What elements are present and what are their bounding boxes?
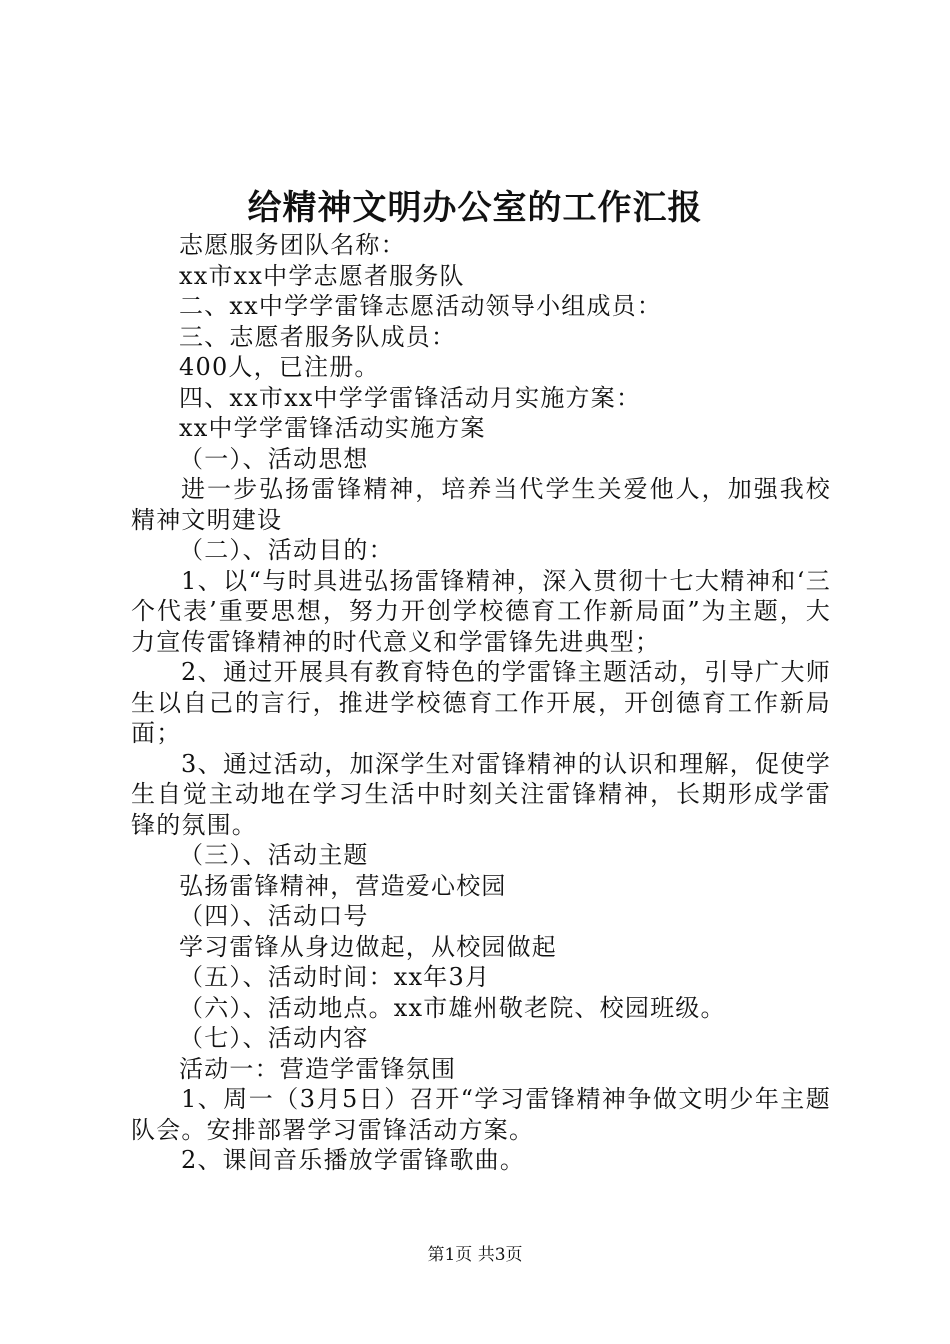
paragraph: xx中学学雷锋活动实施方案: [179, 414, 486, 442]
paragraph: 3、通过活动，加深学生对雷锋精神的认识和理解，促使学生自觉主动地在学习生活中时刻关注雷锋精神，长期形成学雷锋的氛围。: [131, 749, 831, 839]
paragraph: （五）、活动时间：xx年3月: [179, 963, 491, 991]
paragraph: （三）、活动主题: [179, 841, 369, 869]
paragraph: （一）、活动思想: [179, 444, 369, 473]
paragraph: 四、xx市xx中学学雷锋活动月实施方案：: [179, 383, 642, 412]
paragraph: 2、课间音乐播放学雷锋歌曲。: [181, 1146, 526, 1174]
paragraph: xx市xx中学志愿者服务队: [179, 261, 465, 290]
paragraph: （六）、活动地点。xx市雄州敬老院、校园班级。: [179, 993, 726, 1022]
paragraph: 学习雷锋从身边做起，从校园做起: [179, 932, 557, 961]
paragraph: 弘扬雷锋精神，营造爱心校园: [179, 871, 507, 900]
paragraph: 二、xx中学学雷锋志愿活动领导小组成员：: [179, 292, 663, 320]
paragraph: 进一步弘扬雷锋精神，培养当代学生关爱他人，加强我校精神文明建设: [131, 475, 831, 534]
paragraph: （七）、活动内容: [179, 1024, 369, 1052]
paragraph: 1、以“与时具进弘扬雷锋精神，深入贯彻十七大精神和‘三个代表’重要思想，努力开创学校德育工作新局面”为主题，大力宣传雷锋精神的时代意义和学雷锋先进典型；: [131, 566, 831, 656]
paragraph: 400人，已注册。: [179, 353, 380, 381]
paragraph: 三、志愿者服务队成员：: [179, 322, 457, 351]
paragraph: （四）、活动口号: [179, 902, 369, 930]
paragraph: 志愿服务团队名称：: [179, 231, 406, 259]
paragraph: 2、通过开展具有教育特色的学雷锋主题活动，引导广大师生以自己的言行，推进学校德育工作开展，开创德育工作新局面；: [131, 658, 831, 747]
paragraph: 1、周一（3月5日）召开“学习雷锋精神争做文明少年主题队会。安排部署学习雷锋活动方案。: [131, 1085, 831, 1144]
document-title: 给精神文明办公室的工作汇报: [247, 188, 703, 228]
page-footer: 第1页 共3页: [427, 1245, 523, 1265]
document-body: [131, 230, 831, 1176]
paragraph: （二）、活动目的：: [179, 536, 394, 564]
paragraph: 活动一：营造学雷锋氛围: [179, 1054, 457, 1083]
